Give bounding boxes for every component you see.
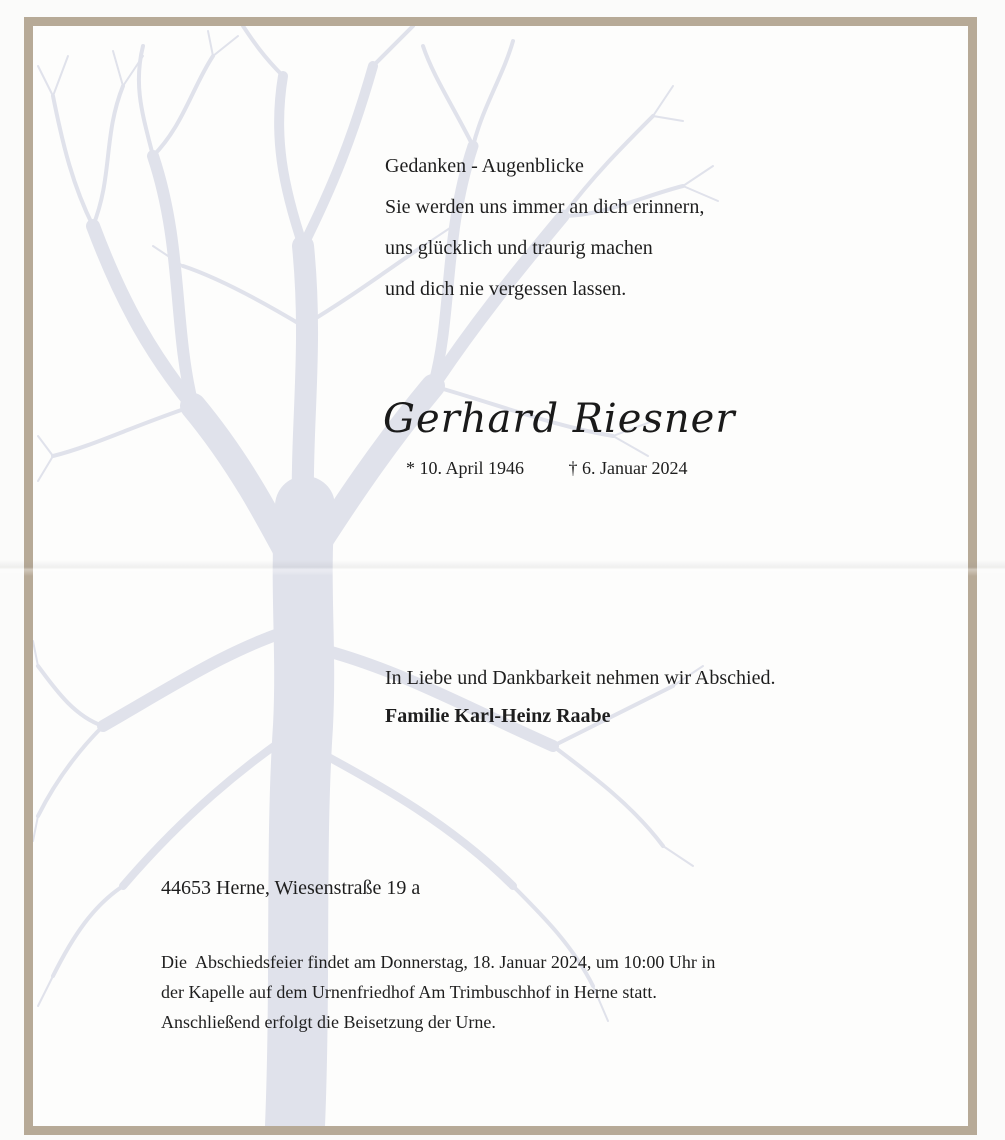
death-date: † 6. Januar 2024 bbox=[568, 458, 688, 478]
farewell-message: In Liebe und Dankbarkeit nehmen wir Abschied. bbox=[385, 667, 776, 689]
farewell-block bbox=[385, 659, 775, 735]
ceremony-line: der Kapelle auf dem Urnenfriedhof Am Trimbuschhof in Herne statt. bbox=[161, 982, 657, 1002]
birth-date: * 10. April 1946 bbox=[406, 458, 525, 478]
ceremony-info bbox=[161, 947, 715, 1037]
poem-line: und dich nie vergessen lassen. bbox=[385, 278, 627, 300]
memorial-poem bbox=[385, 146, 704, 310]
obituary-frame bbox=[24, 17, 977, 1135]
family-signature: Familie Karl-Heinz Raabe bbox=[385, 705, 611, 727]
poem-line: uns glücklich und traurig machen bbox=[385, 237, 653, 259]
life-dates bbox=[406, 458, 688, 479]
deceased-name: Gerhard Riesner bbox=[383, 396, 736, 442]
mourning-address: 44653 Herne, Wiesenstraße 19 a bbox=[161, 877, 421, 899]
poem-line: Gedanken - Augenblicke bbox=[385, 155, 584, 177]
ceremony-line: Die Abschiedsfeier findet am Donnerstag, 18. Januar 2024, um 10:00 Uhr in bbox=[161, 952, 716, 972]
ceremony-line: Anschließend erfolgt die Beisetzung der Urne. bbox=[161, 1012, 496, 1032]
poem-line: Sie werden uns immer an dich erinnern, bbox=[385, 196, 705, 218]
